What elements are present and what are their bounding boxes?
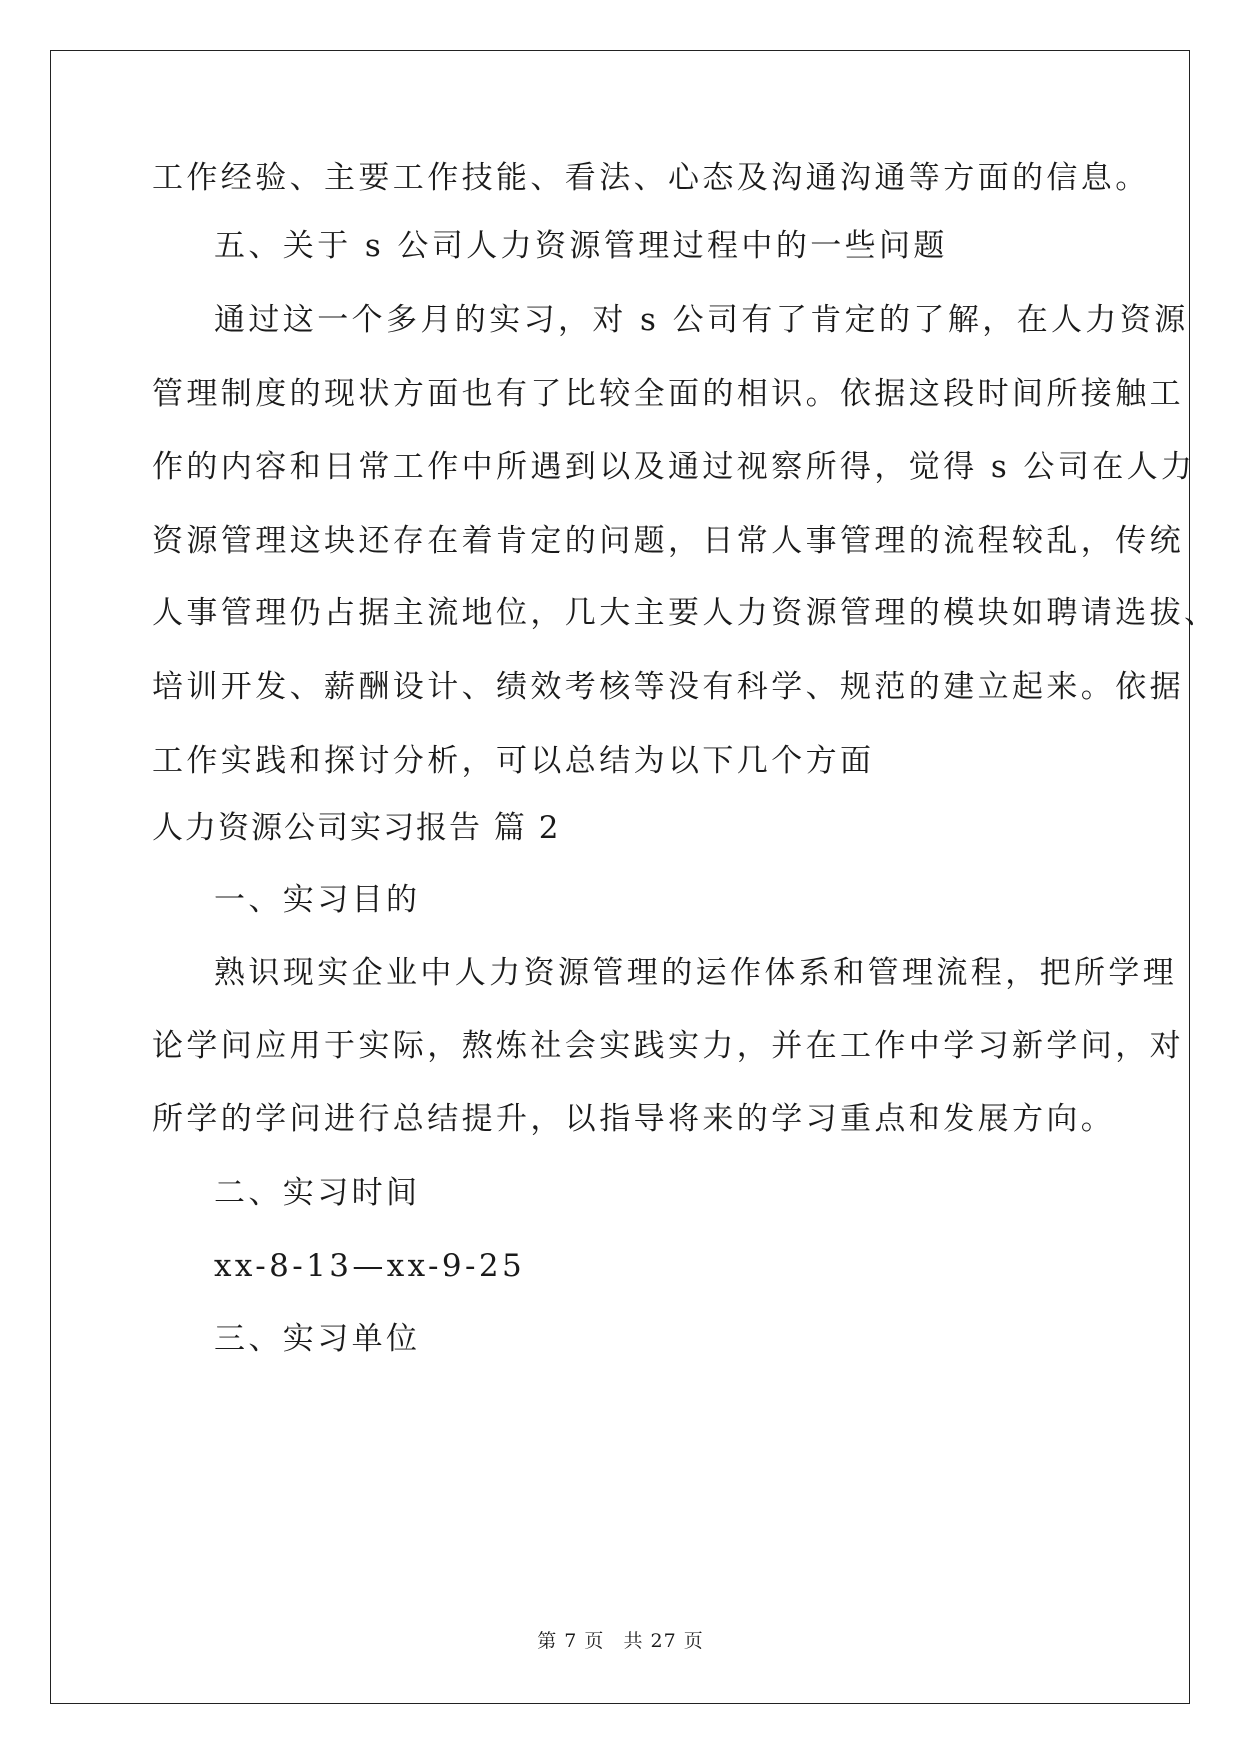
body-text-line: 所学的学问进行总结提升，以指导将来的学习重点和发展方向。 xyxy=(152,1101,1116,1137)
date-range: xx-8-13—xx-9-25 xyxy=(214,1248,526,1284)
paragraph-first-line: 熟识现实企业中人力资源管理的运作体系和管理流程，把所学理 xyxy=(214,955,1178,991)
body-text-line: 工作经验、主要工作技能、看法、心态及沟通沟通等方面的信息。 xyxy=(152,160,1150,196)
report-title: 人力资源公司实习报告 篇 2 xyxy=(152,810,561,846)
section-heading: 五、关于 s 公司人力资源管理过程中的一些问题 xyxy=(214,228,948,264)
body-text-line: 培训开发、薪酬设计、绩效考核等没有科学、规范的建立起来。依据 xyxy=(152,669,1184,705)
body-text-line: 人事管理仍占据主流地位，几大主要人力资源管理的模块如聘请选拔、 xyxy=(152,595,1219,631)
page-number: 第 7 页 xyxy=(537,1630,605,1652)
body-text-line: 作的内容和日常工作中所遇到以及通过视察所得，觉得 s 公司在人力 xyxy=(152,449,1196,485)
page-border xyxy=(50,50,1190,1704)
section-heading: 二、实习时间 xyxy=(214,1175,421,1211)
body-text-line: 工作实践和探讨分析，可以总结为以下几个方面 xyxy=(152,743,875,779)
body-text-line: 论学问应用于实际，熬炼社会实践实力，并在工作中学习新学问，对 xyxy=(152,1028,1184,1064)
page-footer xyxy=(0,1626,1241,1653)
paragraph-first-line: 通过这一个多月的实习，对 s 公司有了肯定的了解，在人力资源 xyxy=(214,302,1189,338)
section-heading: 三、实习单位 xyxy=(214,1321,421,1357)
page-total: 共 27 页 xyxy=(623,1630,704,1652)
body-text-line: 资源管理这块还存在着肯定的问题，日常人事管理的流程较乱，传统 xyxy=(152,523,1184,559)
body-text-line: 管理制度的现状方面也有了比较全面的相识。依据这段时间所接触工 xyxy=(152,376,1184,412)
section-heading: 一、实习目的 xyxy=(214,882,421,918)
